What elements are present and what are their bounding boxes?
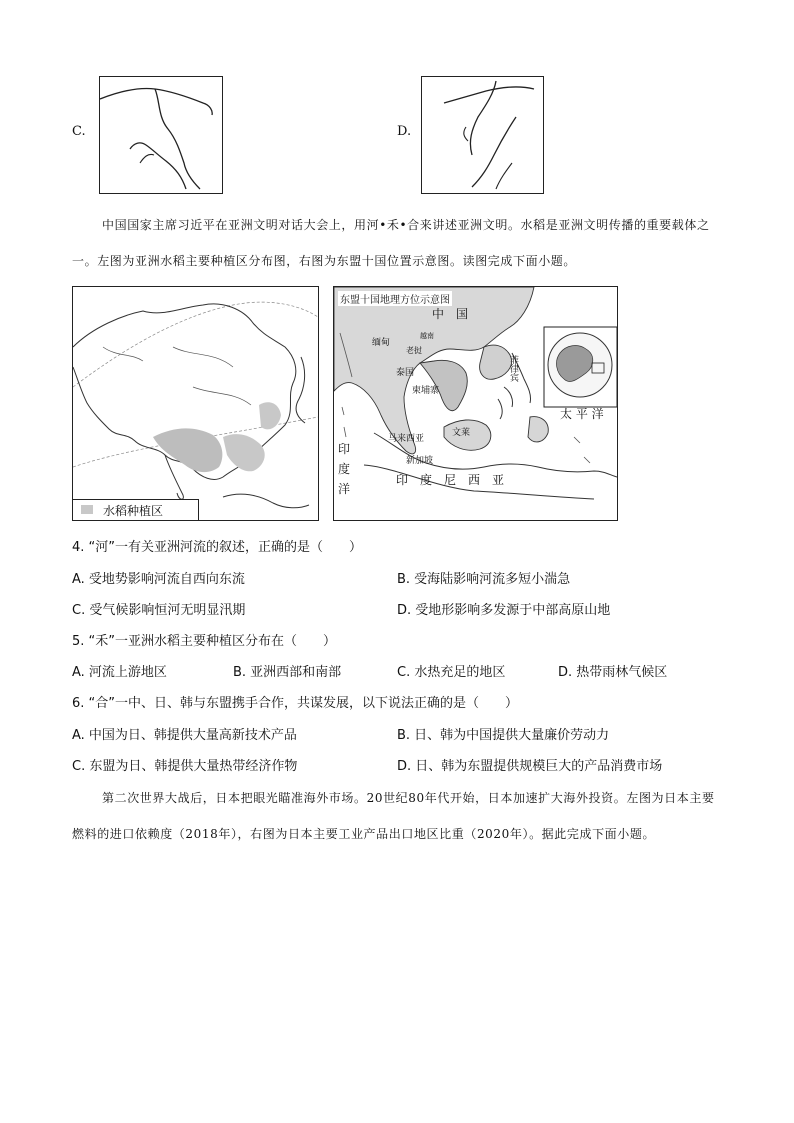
question-4-stem: 4. “河”一有关亚洲河流的叙述，正确的是（ ） [72,540,363,555]
label-malaysia: 马来西亚 [388,434,425,444]
question-6-option-b[interactable]: B. 日、韩为中国提供大量廉价劳动力 [397,728,610,743]
question-6-option-c[interactable]: C. 东盟为日、韩提供大量热带经济作物 [72,759,298,774]
question-4-option-d[interactable]: D. 受地形影响多发源于中部高原山地 [397,603,611,618]
label-china: 中 国 [432,307,469,321]
closing-paragraph: 第二次世界大战后，日本把眼光瞄准海外市场。20世纪80年代开始，日本加速扩大海外投资。左图为日本主要燃料的进口依赖度（2018年），右图为日本主要工业产品出口地区比重（2020年）。据此完成下面小题。 [72,791,715,841]
asean-map-title: 东盟十国地理方位示意图 [338,291,452,306]
question-4-option-c[interactable]: C. 受气候影响恒河无明显汛期 [72,603,246,618]
asean-map [333,286,618,521]
asia-rice-map [72,286,319,521]
label-indian-ocean: 印度洋 [338,442,351,496]
option-d-label: D. [397,124,412,139]
option-c-sketch [99,76,223,194]
label-pacific-ocean: 太 平 洋 [560,407,604,421]
question-5-option-d[interactable]: D. 热带雨林气候区 [558,665,668,680]
intro-paragraph: 中国国家主席习近平在亚洲文明对话大会上，用河•禾•合来讲述亚洲文明。水稻是亚洲文明传播的重要载体之一。左图为亚洲水稻主要种植区分布图，右图为东盟十国位置示意图。读图完成下面小题。 [72,218,710,268]
label-cambodia: 柬埔寨 [412,386,440,396]
label-philippines: 菲律宾 [510,356,520,384]
question-4-option-b[interactable]: B. 受海陆影响河流多短小湍急 [397,572,571,587]
option-d-sketch [421,76,544,194]
river-sketch-d [422,77,543,193]
question-4-option-a[interactable]: A. 受地势影响河流自西向东流 [72,572,245,587]
label-singapore: 新加坡 [406,456,434,466]
legend-swatch [81,505,93,514]
label-vietnam: 越南 [420,332,434,340]
option-c-label: C. [72,124,86,139]
question-5-option-b[interactable]: B. 亚洲西部和南部 [233,665,342,680]
label-brunei: 文莱 [452,428,471,438]
question-6-option-a[interactable]: A. 中国为日、韩提供大量高新技术产品 [72,728,297,743]
river-sketch-c [100,77,222,193]
question-5-stem: 5. “禾”一亚洲水稻主要种植区分布在（ ） [72,634,337,649]
legend-box [73,499,199,520]
question-5-option-c[interactable]: C. 水热充足的地区 [397,665,506,680]
question-5-option-a[interactable]: A. 河流上游地区 [72,665,167,680]
label-myanmar: 缅甸 [372,338,391,348]
label-laos: 老挝 [406,346,422,355]
asia-map-drawing [73,287,318,520]
question-6-stem: 6. “合”一中、日、韩与东盟携手合作，共谋发展，以下说法正确的是（ ） [72,696,519,711]
label-indonesia: 印 度 尼 西 亚 [396,473,505,487]
globe-inset [544,327,617,407]
legend-label: 水稻种植区 [103,504,164,518]
question-6-option-d[interactable]: D. 日、韩为东盟提供规模巨大的产品消费市场 [397,759,663,774]
label-thailand: 泰国 [396,368,415,378]
